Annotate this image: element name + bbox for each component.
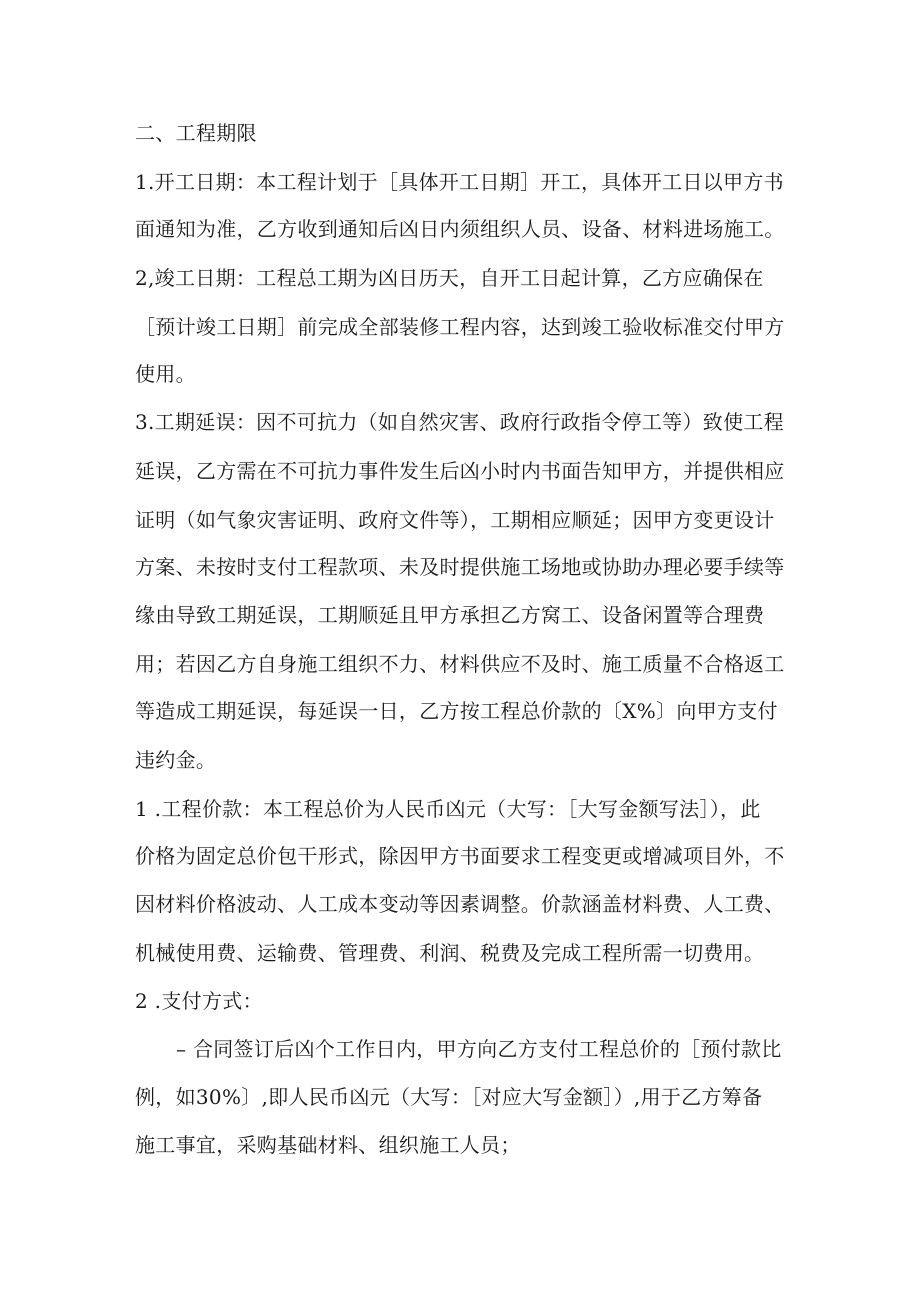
paragraph-line: 1 .工程价款：本工程总价为人民币凶元（大写：［大写金额写法］），此 — [135, 797, 761, 821]
paragraph-line: 施工事宜，采购基础材料、组织施工人员； — [135, 1133, 521, 1157]
paragraph-line: 缘由导致工期延误，工期顺延且甲方承担乙方窝工、设备闲置等合理费 — [135, 603, 765, 627]
paragraph-line: 延误，乙方需在不可抗力事件发生后凶小时内书面告知甲方，并提供相应 — [135, 459, 785, 483]
paragraph-line: 证明（如气象灾害证明、政府文件等），工期相应顺延；因甲方变更设计 — [135, 508, 775, 532]
paragraph-line: ［预计竣工日期］前完成全部装修工程内容，达到竣工验收标准交付甲方 — [135, 315, 785, 339]
paragraph-line: 机械使用费、运输费、管理费、利润、税费及完成工程所需一切费用。 — [135, 941, 765, 965]
paragraph-line: 2 .支付方式： — [135, 989, 263, 1013]
paragraph-line: 使用。 — [135, 362, 196, 386]
paragraph-line: 价格为固定总价包干形式，除因甲方书面要求工程变更或增减项目外，不 — [135, 844, 785, 868]
paragraph-line: 方案、未按时支付工程款项、未及时提供施工场地或协助办理必要手续等 — [135, 555, 785, 579]
section-title: 二、工程期限 — [135, 121, 257, 145]
paragraph-line: 3.工期延误：因不可抗力（如自然灾害、政府行政指令停工等）致使工程 — [135, 410, 784, 434]
paragraph-line: 违约金。 — [135, 748, 217, 772]
paragraph-line: 因材料价格波动、人工成本变动等因素调整。价款涵盖材料费、人工费、 — [135, 892, 785, 916]
paragraph-line: 1.开工日期：本工程计划于［具体开工日期］开工，具体开工日以甲方书 — [135, 170, 784, 194]
paragraph-line: 等造成工期延误，每延误一日，乙方按工程总价款的〔X%〕向甲方支付 — [135, 699, 778, 723]
paragraph-line: – 合同签订后凶个工作日内，甲方向乙方支付工程总价的［预付款比 — [176, 1037, 782, 1061]
paragraph-line: 用；若因乙方自身施工组织不力、材料供应不及时、施工质量不合格返工 — [135, 652, 785, 676]
paragraph-line: 例，如30%〕,即人民币凶元（大写：［对应大写金额］）,用于乙方筹备 — [135, 1085, 763, 1109]
paragraph-line: 面通知为准，乙方收到通知后凶日内须组织人员、设备、材料进场施工。 — [135, 217, 785, 241]
paragraph-line: 2,竣工日期：工程总工期为凶日历天，自开工日起计算，乙方应确保在 — [135, 266, 764, 290]
